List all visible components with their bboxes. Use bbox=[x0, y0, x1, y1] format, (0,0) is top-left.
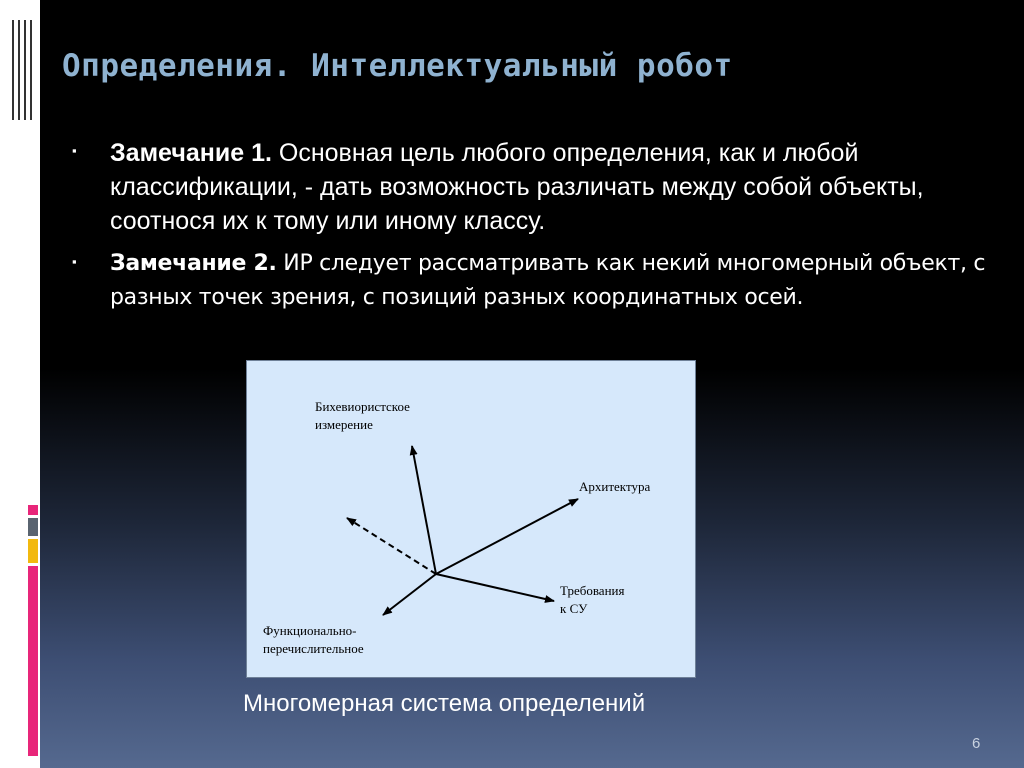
label-architecture: Архитектура bbox=[579, 479, 651, 494]
bullet-marker: ▪ bbox=[72, 254, 77, 269]
decor-bar-pink bbox=[28, 566, 38, 756]
axis-hidden-dashed bbox=[347, 518, 436, 574]
bullet-marker: ▪ bbox=[72, 143, 77, 158]
diagram-caption: Многомерная система определений bbox=[243, 690, 646, 717]
axis-architecture bbox=[436, 499, 578, 574]
note-1-label: Замечание 1. bbox=[110, 139, 272, 167]
axis-behavioral bbox=[412, 446, 436, 574]
note-2-label: Замечание 2. bbox=[110, 251, 277, 276]
note-1 bbox=[110, 136, 990, 238]
axis-functional bbox=[383, 574, 436, 615]
decor-lines bbox=[12, 20, 34, 120]
decor-bar-gray bbox=[28, 518, 38, 536]
note-1-text: Основная цель любого определения, как и любой классификации, - дать возможность различать между собой объекты, соотнося их к тому или иному классу. bbox=[110, 139, 924, 235]
label-behavioral: Бихевиористское измерение bbox=[315, 399, 410, 432]
decor-bar-yellow bbox=[28, 539, 38, 563]
axes-diagram bbox=[246, 360, 696, 678]
decor-bar-pink-top bbox=[28, 505, 38, 515]
note-2 bbox=[110, 247, 990, 315]
left-decor-strip bbox=[0, 0, 40, 768]
slide-title: Определения. Интеллектуальный робот bbox=[62, 48, 733, 84]
note-2-text: ИР следует рассматривать как некий многомерный объект, с разных точек зрения, с позиций разных координатных осей. bbox=[110, 251, 986, 310]
axis-requirements bbox=[436, 574, 554, 601]
label-requirements: Требования к СУ bbox=[560, 583, 625, 616]
label-functional: Функционально- перечислительное bbox=[263, 623, 364, 656]
page-number: 6 bbox=[972, 735, 981, 752]
